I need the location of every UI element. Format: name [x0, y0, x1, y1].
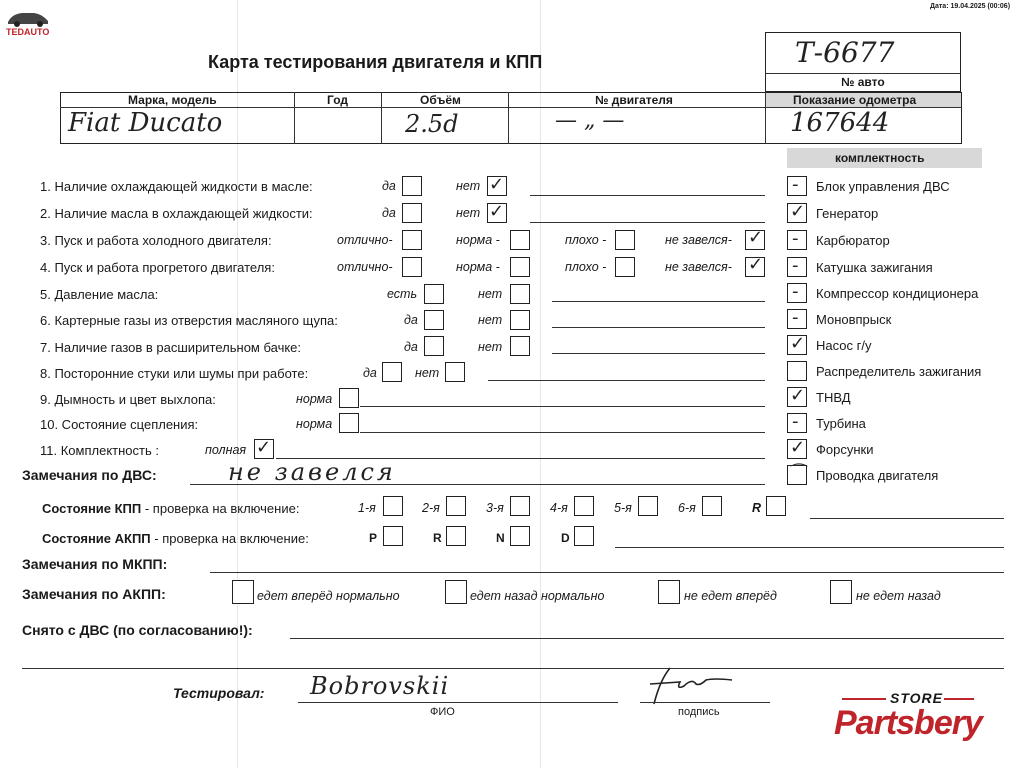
q4-norma-checkbox[interactable]: [510, 257, 530, 277]
tester-name-line: [298, 702, 618, 703]
option-norma: норма: [296, 392, 333, 406]
option-net: нет: [456, 179, 481, 193]
akpp-mode-label: D: [561, 531, 570, 545]
gear-label: 1-я: [358, 501, 376, 515]
kit-item-label: Компрессор кондиционера: [816, 286, 979, 301]
gear-label: 3-я: [486, 501, 504, 515]
option-net: нет: [478, 340, 503, 354]
q1-note-line: [530, 195, 765, 196]
auto-number-label: № авто: [841, 75, 885, 89]
q7-net-checkbox[interactable]: [510, 336, 530, 356]
q3-ne-zavelsya-check: ✓: [748, 227, 764, 248]
akpp-opt-label: едет назад нормально: [470, 589, 605, 603]
q7-da-checkbox[interactable]: [424, 336, 444, 356]
akpp-opt-checkbox[interactable]: [830, 580, 852, 604]
dvs-remarks-line: [190, 484, 765, 485]
kit-mark: -: [792, 307, 799, 328]
kit-item-label: Турбина: [816, 416, 866, 431]
kit-item-label: Моновпрыск: [816, 312, 892, 327]
page-title: Карта тестирования двигателя и КПП: [208, 52, 543, 72]
akpp-note-line: [615, 547, 1004, 548]
q1-net-check: ✓: [489, 174, 505, 195]
kit-mark: ✓: [790, 437, 806, 458]
option-norma: норма -: [456, 233, 500, 247]
akpp-d-checkbox[interactable]: [574, 526, 594, 546]
kit-item-label: Катушка зажигания: [816, 260, 933, 275]
option-net: нет: [478, 287, 503, 301]
kit-checkbox[interactable]: [787, 361, 807, 381]
store-rule-left: [842, 698, 886, 700]
fio-label: ФИО: [430, 706, 455, 718]
q7-note-line: [552, 353, 765, 354]
akpp-remarks-label: Замечания по АКПП:: [22, 586, 166, 602]
check-8-label: 8. Посторонние стуки или шумы при работе:: [40, 366, 309, 381]
mkpp-remarks-line: [210, 572, 1004, 573]
check-6-label: 6. Картерные газы из отверстия масляного щупа:: [40, 313, 338, 328]
q4-ne-zavelsya-check: ✓: [748, 254, 764, 275]
gear-r-checkbox[interactable]: [766, 496, 786, 516]
akpp-opt-label: не едет вперёд: [684, 589, 777, 603]
store-label: STORE: [890, 690, 943, 706]
option-ploho: плохо -: [565, 233, 607, 247]
kpp-label: [42, 501, 299, 516]
option-norma: норма: [296, 417, 333, 431]
header-volume: Объём: [420, 93, 461, 107]
check-2-label: 2. Наличие масла в охлаждающей жидкости:: [40, 206, 313, 221]
gear-label: 5-я: [614, 501, 632, 515]
kit-item-label: Генератор: [816, 206, 879, 221]
akpp-opt-label: едет вперёд нормально: [257, 589, 400, 603]
q3-ploho-checkbox[interactable]: [615, 230, 635, 250]
option-da: да: [382, 206, 396, 220]
akpp-n-checkbox[interactable]: [510, 526, 530, 546]
option-polnaya: полная: [205, 443, 247, 457]
kpp-note-line: [810, 518, 1004, 519]
q10-note-line: [360, 432, 765, 433]
q6-da-checkbox[interactable]: [424, 310, 444, 330]
akpp-label-title: Состояние АКПП: [42, 531, 151, 546]
signature-line: [640, 702, 770, 703]
kit-mark: ✓: [790, 385, 806, 406]
akpp-opt-checkbox[interactable]: [232, 580, 254, 604]
q6-net-checkbox[interactable]: [510, 310, 530, 330]
gear-label: 4-я: [550, 501, 568, 515]
q6-note-line: [552, 327, 765, 328]
print-date: Дата: 19.04.2025 (00:06): [930, 3, 1011, 10]
option-net: нет: [478, 313, 503, 327]
akpp-opt-label: не едет назад: [856, 589, 941, 603]
partsbery-text: Partsbery: [834, 704, 982, 742]
signature-label: подпись: [678, 706, 720, 718]
q5-note-line: [552, 301, 765, 302]
header-odometer: Показание одометра: [793, 93, 917, 107]
option-da: да: [382, 179, 396, 193]
kit-mark: -: [792, 174, 799, 195]
check-5-label: 5. Давление масла:: [40, 287, 159, 302]
q5-est-checkbox[interactable]: [424, 284, 444, 304]
gear-5-checkbox[interactable]: [638, 496, 658, 516]
gear-label: R: [752, 501, 762, 515]
kit-mark: -: [792, 255, 799, 276]
kit-mark: ✓: [790, 201, 806, 222]
car-icon: [4, 8, 52, 28]
gear-4-checkbox[interactable]: [574, 496, 594, 516]
check-3-label: 3. Пуск и работа холодного двигателя:: [40, 233, 272, 248]
akpp-opt-checkbox[interactable]: [658, 580, 680, 604]
value-engine-no: — „ —: [555, 108, 625, 133]
col-divider: [381, 92, 382, 144]
gear-3-checkbox[interactable]: [510, 496, 530, 516]
tester-name: Bobrovskii: [310, 672, 450, 700]
dvs-remarks-value: не завелся: [228, 458, 396, 486]
kit-item-label: Блок управления ДВС: [816, 179, 950, 194]
gear-6-checkbox[interactable]: [702, 496, 722, 516]
kit-mark: -: [792, 281, 799, 302]
akpp-mode-label: P: [369, 531, 378, 545]
value-make-model: Fiat Ducato: [68, 108, 223, 138]
kpp-label-rest: - проверка на включение:: [141, 501, 300, 516]
option-ne-zavelsya: не завелся-: [665, 260, 732, 274]
option-norma: норма -: [456, 260, 500, 274]
kit-mark: -: [792, 411, 799, 432]
check-7-label: 7. Наличие газов в расширительном бачке:: [40, 340, 302, 355]
q4-otlichno-checkbox[interactable]: [402, 257, 422, 277]
gear-label: 6-я: [678, 501, 696, 515]
store-rule-right: [944, 698, 974, 700]
kit-item-label: ТНВД: [816, 390, 851, 405]
q8-note-line: [488, 380, 765, 381]
q2-note-line: [530, 222, 765, 223]
q9-norma-checkbox[interactable]: [339, 388, 359, 408]
check-4-label: 4. Пуск и работа прогретого двигателя:: [40, 260, 275, 275]
value-volume: 2.5d: [405, 110, 459, 138]
akpp-opt-checkbox[interactable]: [445, 580, 467, 604]
q5-net-checkbox[interactable]: [510, 284, 530, 304]
akpp-label: [42, 531, 309, 546]
kit-mark: ⌒: [790, 463, 808, 484]
option-net: нет: [415, 366, 440, 380]
partsbery-logo: [832, 688, 1012, 750]
q1-da-checkbox[interactable]: [402, 176, 422, 196]
option-est: есть: [387, 287, 418, 301]
col-divider: [508, 92, 509, 144]
akpp-mode-label: R: [433, 531, 442, 545]
kpp-label-title: Состояние КПП: [42, 501, 142, 516]
kit-title: комплектность: [835, 151, 925, 165]
akpp-p-checkbox[interactable]: [383, 526, 403, 546]
check-9-label: 9. Дымность и цвет выхлопа:: [40, 392, 216, 407]
option-da: да: [404, 340, 418, 354]
option-ne-zavelsya: не завелся-: [665, 233, 732, 247]
removed-line-1: [290, 638, 1004, 639]
option-ploho: плохо -: [565, 260, 607, 274]
dvs-remarks-label: Замечания по ДВС:: [22, 467, 157, 483]
q3-otlichno-checkbox[interactable]: [402, 230, 422, 250]
gear-label: 2-я: [422, 501, 440, 515]
kit-item-label: Проводка двигателя: [816, 468, 939, 483]
kit-item-label: Форсунки: [816, 442, 874, 457]
option-net: нет: [456, 206, 481, 220]
option-otlichno: отлично-: [337, 260, 393, 274]
tedauto-logo: [4, 8, 52, 40]
check-11-label: 11. Комплектность :: [40, 443, 159, 458]
q10-norma-checkbox[interactable]: [339, 413, 359, 433]
q4-ploho-checkbox[interactable]: [615, 257, 635, 277]
header-make-model: Марка, модель: [128, 93, 217, 107]
option-otlichno: отлично-: [337, 233, 393, 247]
gear-1-checkbox[interactable]: [383, 496, 403, 516]
q2-net-check: ✓: [489, 201, 505, 222]
q2-da-checkbox[interactable]: [402, 203, 422, 223]
auto-number-divider: [765, 73, 961, 74]
kit-item-label: Распределитель зажигания: [816, 364, 982, 379]
option-da: да: [404, 313, 418, 327]
col-divider: [294, 92, 295, 144]
value-odometer: 167644: [790, 108, 890, 138]
gear-2-checkbox[interactable]: [446, 496, 466, 516]
header-year: Год: [327, 93, 348, 107]
header-engine-no: № двигателя: [595, 93, 673, 107]
removed-label: Снято с ДВС (по согласованию!):: [22, 622, 253, 638]
tested-by-label: Тестировал:: [173, 685, 265, 701]
kit-mark: ✓: [790, 333, 806, 354]
q8-da-checkbox[interactable]: [382, 362, 402, 382]
auto-number-value: Т-6677: [795, 36, 895, 69]
removed-line-2: [22, 668, 1004, 669]
check-1-label: 1. Наличие охлаждающей жидкости в масле:: [40, 179, 313, 194]
kit-item-label: Карбюратор: [816, 233, 890, 248]
kit-mark: -: [792, 228, 799, 249]
akpp-label-rest: - проверка на включение:: [150, 531, 309, 546]
tedauto-text: TEDAUTO: [6, 27, 50, 37]
check-10-label: 10. Состояние сцепления:: [40, 417, 199, 432]
kit-item-label: Насос г/у: [816, 338, 872, 353]
option-da: да: [363, 366, 377, 380]
q3-norma-checkbox[interactable]: [510, 230, 530, 250]
mkpp-remarks-label: Замечания по МКПП:: [22, 556, 168, 572]
q11-polnaya-check: ✓: [256, 437, 272, 458]
akpp-mode-label: N: [496, 531, 505, 545]
q9-note-line: [360, 406, 765, 407]
akpp-r-checkbox[interactable]: [446, 526, 466, 546]
q8-net-checkbox[interactable]: [445, 362, 465, 382]
